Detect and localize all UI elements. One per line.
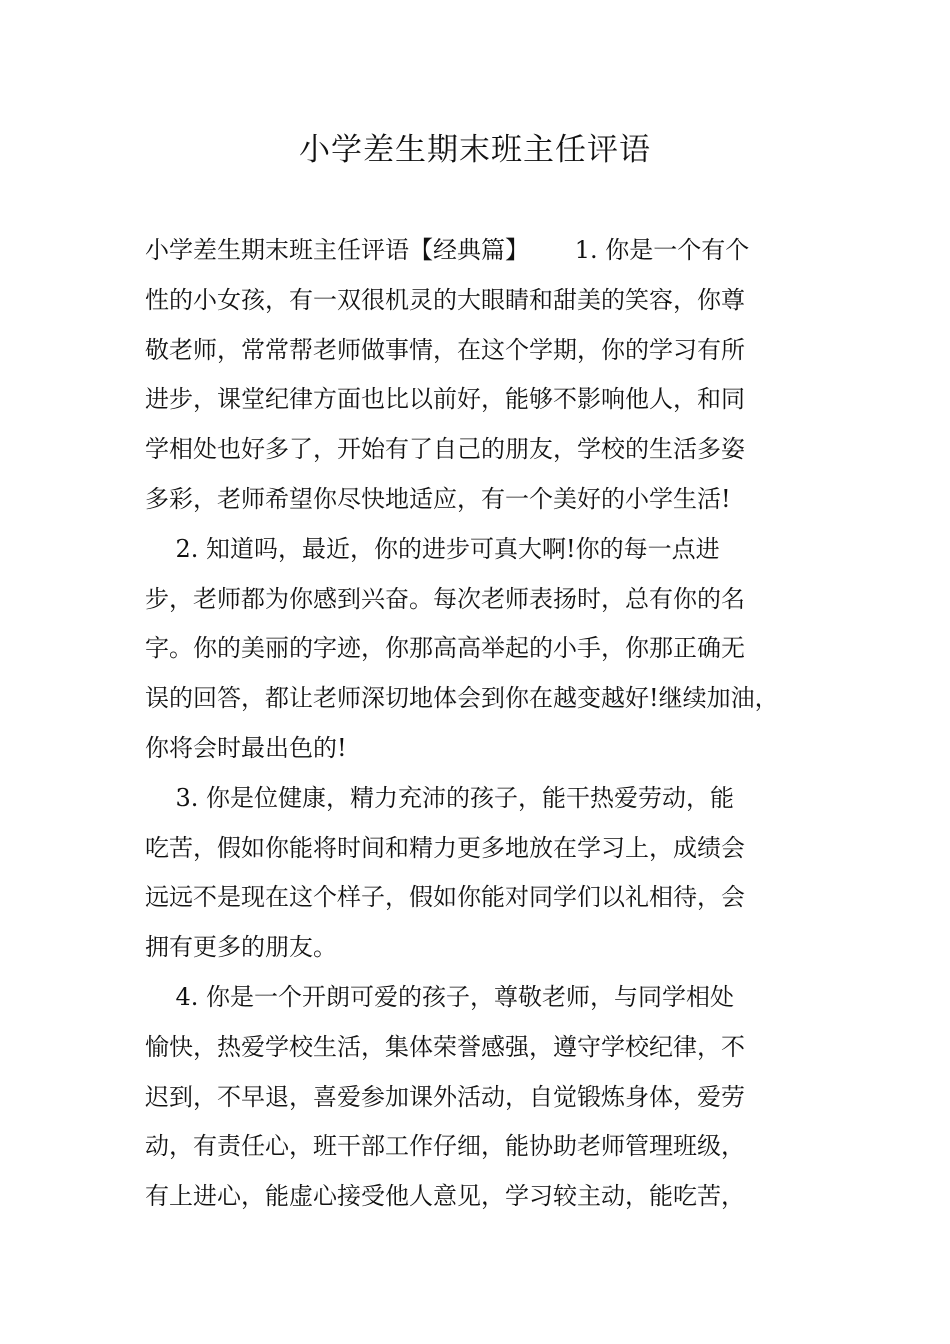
body-line: 迟到，不早退，喜爱参加课外活动，自觉锻炼身体，爱劳 (145, 1082, 745, 1111)
body-line: 3. 你是位健康，精力充沛的孩子，能干热爱劳动，能 (145, 783, 735, 812)
body-line: 进步，课堂纪律方面也比以前好，能够不影响他人，和同 (145, 385, 745, 414)
body-line: 愉快，热爱学校生活，集体荣誉感强，遵守学校纪律，不 (145, 1032, 745, 1061)
body-line: 学相处也好多了，开始有了自己的朋友，学校的生活多姿 (145, 435, 745, 464)
document-body (145, 226, 845, 1222)
body-line: 4. 你是一个开朗可爱的孩子，尊敬老师，与同学相处 (145, 982, 735, 1011)
body-line: 多彩，老师希望你尽快地适应，有一个美好的小学生活! (145, 484, 731, 513)
body-line: 远远不是现在这个样子，假如你能对同学们以礼相待，会 (145, 883, 745, 912)
body-line: 吃苦，假如你能将时间和精力更多地放在学习上，成绩会 (145, 833, 745, 862)
body-line: 误的回答，都让老师深切地体会到你在越变越好!继续加油， (145, 684, 779, 713)
document-title: 小学差生期末班主任评语 (299, 132, 651, 168)
body-line: 性的小女孩，有一双很机灵的大眼睛和甜美的笑容，你尊 (145, 285, 745, 314)
body-line: 2. 知道吗，最近，你的进步可真大啊!你的每一点进 (145, 534, 720, 563)
body-line: 有上进心，能虚心接受他人意见，学习较主动，能吃苦， (145, 1182, 745, 1211)
body-line: 敬老师，常常帮老师做事情，在这个学期，你的学习有所 (145, 335, 745, 364)
body-line: 步，老师都为你感到兴奋。每次老师表扬时，总有你的名 (145, 584, 745, 613)
body-line: 字。你的美丽的字迹，你那高高举起的小手，你那正确无 (145, 634, 745, 663)
body-line: 动，有责任心，班干部工作仔细，能协助老师管理班级， (145, 1132, 745, 1161)
body-line: 小学差生期末班主任评语【经典篇】 1. 你是一个有个 (145, 236, 750, 264)
body-line: 拥有更多的朋友。 (145, 933, 337, 962)
body-line: 你将会时最出色的! (145, 733, 347, 762)
